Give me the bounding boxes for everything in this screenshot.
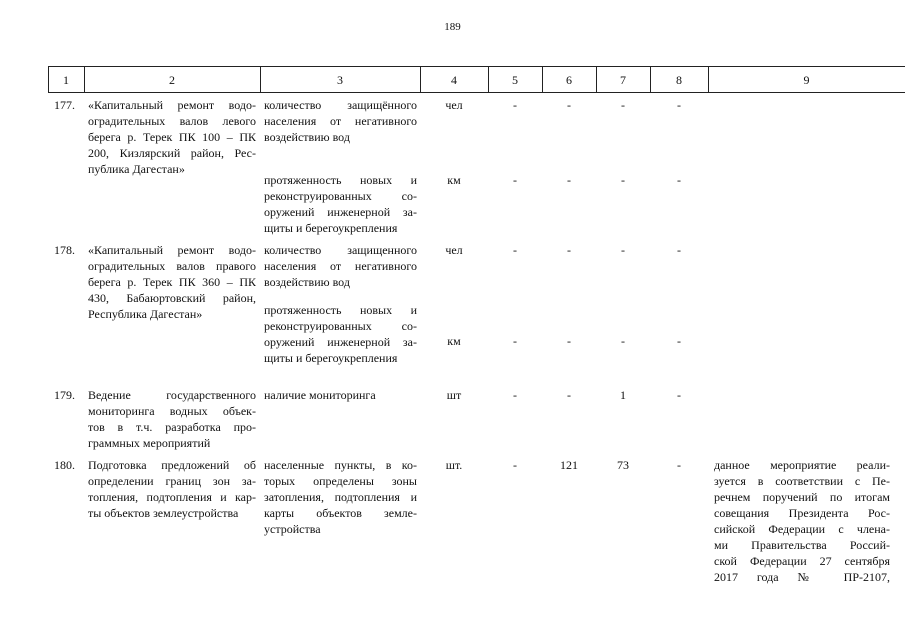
measure-name: [88, 242, 256, 322]
text-line: оружений инженерной за-: [264, 335, 417, 349]
text-line: протяженность новых и: [264, 303, 417, 317]
value-col-6: -: [567, 173, 571, 187]
text-line: Подготовка предложений об: [88, 458, 256, 472]
text-line: реконструированных со-: [264, 319, 417, 333]
text-line: количество защищенного: [264, 243, 417, 257]
text-line: тов в т.ч. разработка про-: [88, 420, 256, 434]
unit: км: [447, 173, 461, 187]
text-line: граммных мероприятий: [88, 436, 211, 450]
text-line: зуется в соответствии с Пе-: [714, 474, 890, 488]
header-col-2: 2: [169, 73, 175, 87]
header-col-9: 9: [803, 73, 810, 87]
value-col-7: -: [621, 173, 625, 187]
value-col-8: -: [677, 388, 681, 402]
unit: км: [447, 334, 461, 348]
indicator-name: [264, 242, 417, 290]
unit: шт: [446, 388, 462, 402]
text-line: определении границ зон за-: [88, 474, 256, 488]
value-col-5: -: [513, 173, 517, 187]
text-line: реконструированных со-: [264, 189, 417, 203]
measure-name: [88, 387, 256, 451]
text-line: воздействию вод: [264, 275, 350, 289]
text-line: населения от негативного: [264, 259, 417, 273]
value-col-7: -: [621, 334, 625, 348]
value-col-5: -: [513, 98, 517, 112]
value-col-5: -: [513, 388, 517, 402]
text-line: 200, Кизлярский район, Рес-: [88, 146, 256, 160]
row-number: 177.: [54, 98, 75, 112]
page-number: 189: [444, 21, 461, 33]
text-line: ты объектов землеустройства: [88, 506, 239, 520]
unit: шт.: [445, 458, 463, 472]
unit: чел: [445, 243, 463, 257]
text-line: топления, подтопления и кар-: [88, 490, 256, 504]
header-col-4: 4: [451, 73, 457, 87]
text-line: оградительных валов левого: [88, 114, 256, 128]
value-col-8: -: [677, 458, 681, 472]
indicator-name: [264, 302, 417, 366]
text-line: речнем поручений по итогам: [714, 490, 890, 504]
text-line: совещания Президента Рос-: [714, 506, 890, 520]
indicator-name: [264, 172, 417, 236]
text-line: берега р. Терек ПК 100 – ПК: [88, 130, 256, 144]
unit: чел: [445, 98, 463, 112]
row-number: 179.: [54, 388, 75, 402]
value-col-5: -: [513, 458, 517, 472]
value-col-8: -: [677, 243, 681, 257]
row-number: 178.: [54, 243, 75, 257]
text-line: ской Федерации 27 сентября: [714, 554, 890, 568]
text-line: Республика Дагестан»: [88, 307, 203, 321]
text-line: мониторинга водных объек-: [88, 404, 256, 418]
text-line: протяженность новых и: [264, 173, 417, 187]
value-col-6: 121: [560, 458, 578, 472]
text-line: оградительных валов правого: [88, 259, 256, 273]
indicator-name: [264, 457, 417, 537]
text-line: щиты и берегоукрепления: [264, 221, 398, 235]
indicator-name: [264, 387, 417, 403]
text-line: «Капитальный ремонт водо-: [88, 98, 256, 112]
value-col-7: 73: [617, 458, 629, 472]
text-line: устройства: [264, 522, 321, 536]
text-line: воздействию вод: [264, 130, 350, 144]
header-col-8: 8: [676, 73, 682, 87]
table-header-bottom-border: [48, 92, 905, 93]
text-line: берега р. Терек ПК 360 – ПК: [88, 275, 256, 289]
text-line: 430, Бабаюртовский район,: [88, 291, 256, 305]
text-line: оружений инженерной за-: [264, 205, 417, 219]
text-line: ми Правительства Россий-: [714, 538, 890, 552]
table-top-border: [48, 66, 905, 67]
value-col-6: -: [567, 334, 571, 348]
header-col-3: 3: [337, 73, 343, 87]
value-col-6: -: [567, 98, 571, 112]
text-line: карты объектов земле-: [264, 506, 417, 520]
row-number: 180.: [54, 458, 75, 472]
value-col-7: -: [621, 98, 625, 112]
text-line: щиты и берегоукрепления: [264, 351, 398, 365]
header-col-6: 6: [566, 73, 572, 87]
header-col-1: 1: [63, 73, 69, 87]
value-col-6: -: [567, 388, 571, 402]
value-col-7: 1: [620, 388, 626, 402]
text-line: 2017 года № ПР-2107,: [714, 570, 890, 584]
note: [714, 457, 890, 585]
value-col-5: -: [513, 243, 517, 257]
text-line: сийской Федерации с члена-: [714, 522, 890, 536]
text-line: торых определены зоны: [264, 474, 417, 488]
value-col-7: -: [621, 243, 625, 257]
header-col-5: 5: [512, 73, 518, 87]
value-col-6: -: [567, 243, 571, 257]
text-line: публика Дагестан»: [88, 162, 185, 176]
measure-name: [88, 457, 256, 521]
text-line: населенные пункты, в ко-: [264, 458, 417, 472]
indicator-name: [264, 97, 417, 145]
value-col-8: -: [677, 334, 681, 348]
text-line: наличие мониторинга: [264, 388, 376, 402]
header-col-7: 7: [620, 73, 626, 87]
value-col-5: -: [513, 334, 517, 348]
text-line: населения от негативного: [264, 114, 417, 128]
text-line: данное мероприятие реали-: [714, 458, 890, 472]
text-line: количество защищённого: [264, 98, 417, 112]
value-col-8: -: [677, 98, 681, 112]
text-line: затопления, подтопления и: [264, 490, 417, 504]
measure-name: [88, 97, 256, 177]
value-col-8: -: [677, 173, 681, 187]
text-line: Ведение государственного: [88, 388, 256, 402]
text-line: «Капитальный ремонт водо-: [88, 243, 256, 257]
